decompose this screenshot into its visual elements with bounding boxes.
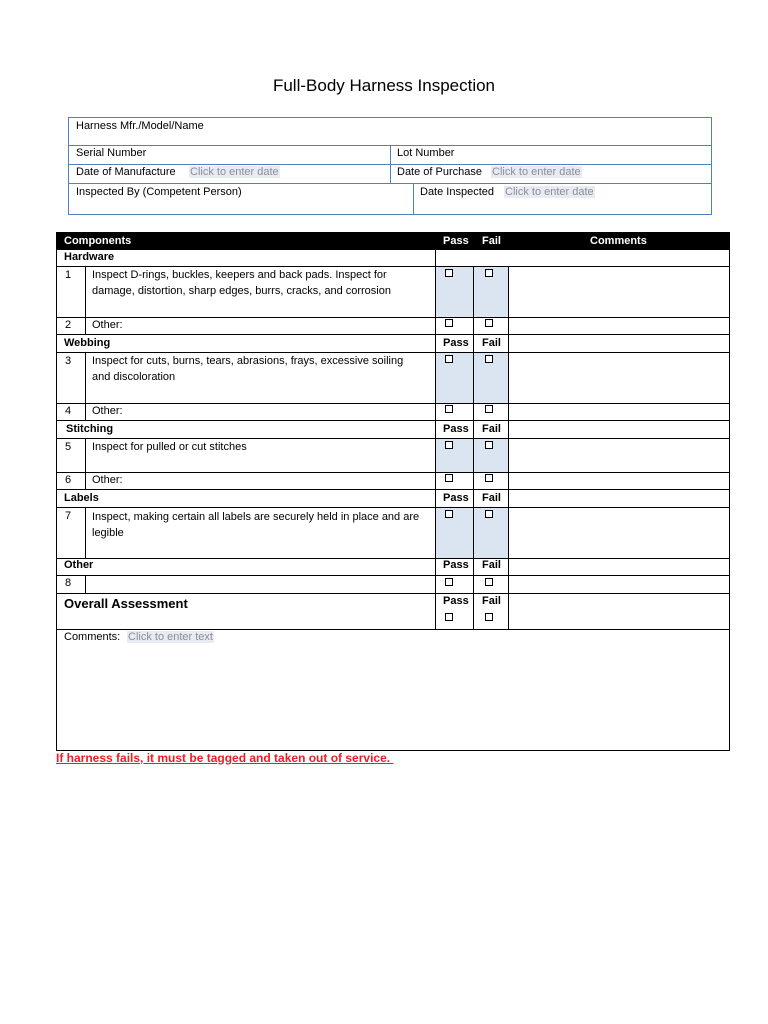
comments-header: Comments: [590, 235, 647, 247]
pass-checkbox[interactable]: [445, 405, 453, 413]
row-divider: [57, 489, 729, 490]
item-description: Other:: [92, 474, 123, 486]
page-title: Full-Body Harness Inspection: [272, 76, 496, 95]
item-description: Other:: [92, 405, 123, 417]
fail-checkbox[interactable]: [485, 405, 493, 413]
col-divider: [85, 438, 86, 472]
pass-checkbox[interactable]: [445, 269, 453, 277]
inspection-table: [56, 232, 730, 751]
info-divider: [413, 183, 414, 215]
row-divider: [57, 593, 729, 594]
harness-info-box: [68, 117, 712, 215]
table-header: [57, 233, 729, 250]
item-description: Inspect D-rings, buckles, keepers and back pads. Inspect for damage, distortion, sharp edges, burrs, cracks, and corrosion: [92, 269, 391, 297]
mfr-model-label: Harness Mfr./Model/Name: [76, 120, 204, 132]
section-webbing: Webbing: [64, 337, 111, 349]
fail-checkbox[interactable]: [485, 613, 493, 621]
pass-checkbox[interactable]: [445, 441, 453, 449]
purchase-date-label: Date of Purchase: [397, 166, 482, 178]
fail-checkbox[interactable]: [485, 269, 493, 277]
item-number: 1: [65, 269, 72, 281]
manufacture-date-field[interactable]: Click to enter date: [190, 166, 279, 178]
item-description: Other:: [92, 319, 123, 331]
item-number: 5: [65, 441, 72, 453]
item-number: 4: [65, 405, 72, 417]
pass-label: Pass: [443, 423, 469, 435]
fail-header: Fail: [482, 235, 501, 247]
pass-checkbox[interactable]: [445, 319, 453, 327]
fail-checkbox[interactable]: [485, 578, 493, 586]
row-divider: [57, 629, 729, 630]
item-description: Inspect for pulled or cut stitches: [92, 441, 247, 453]
components-header: Components: [64, 235, 132, 247]
row-divider: [57, 317, 729, 318]
fail-label: Fail: [482, 492, 501, 504]
col-divider: [85, 266, 86, 317]
pass-label: Pass: [443, 337, 469, 349]
col-divider: [85, 403, 86, 420]
pass-checkbox[interactable]: [445, 355, 453, 363]
info-divider: [390, 145, 391, 183]
col-divider: [85, 472, 86, 489]
item-number: 7: [65, 510, 72, 522]
pass-label: Pass: [443, 492, 469, 504]
fail-checkbox[interactable]: [485, 355, 493, 363]
pass-header: Pass: [443, 235, 469, 247]
row-divider: [57, 420, 729, 421]
fail-warning: If harness fails, it must be tagged and taken out of service.: [56, 751, 394, 765]
date-inspected-field[interactable]: Click to enter date: [505, 186, 594, 198]
row-divider: [57, 334, 729, 335]
row-divider: [57, 438, 729, 439]
section-stitching: Stitching: [66, 423, 114, 435]
pass-checkbox[interactable]: [445, 510, 453, 518]
pass-label: Pass: [443, 595, 469, 607]
fail-checkbox[interactable]: [485, 441, 493, 449]
col-divider: [85, 575, 86, 593]
pass-checkbox[interactable]: [445, 613, 453, 621]
item-description: Inspect for cuts, burns, tears, abrasions, frays, excessive soiling and discoloration: [92, 355, 404, 383]
lot-number-label: Lot Number: [397, 147, 455, 159]
comments-field[interactable]: Click to enter text: [128, 631, 213, 643]
row-divider: [57, 575, 729, 576]
row-divider: [57, 558, 729, 559]
pass-checkbox[interactable]: [445, 578, 453, 586]
col-divider: [435, 250, 436, 629]
row-divider: [57, 507, 729, 508]
section-hardware: Hardware: [64, 251, 115, 263]
inspected-by-label: Inspected By (Competent Person): [76, 186, 242, 198]
overall-assessment-label: Overall Assessment: [64, 596, 188, 611]
fail-label: Fail: [482, 423, 501, 435]
section-other: Other: [64, 559, 94, 571]
purchase-date-field[interactable]: Click to enter date: [492, 166, 581, 178]
pass-label: Pass: [443, 559, 469, 571]
fail-checkbox[interactable]: [485, 510, 493, 518]
date-inspected-label: Date Inspected: [420, 186, 494, 198]
fail-checkbox[interactable]: [485, 319, 493, 327]
item-number: 8: [65, 577, 72, 589]
col-divider: [85, 317, 86, 334]
col-divider: [508, 266, 509, 629]
item-number: 2: [65, 319, 72, 331]
info-divider: [69, 183, 711, 184]
fail-label: Fail: [482, 337, 501, 349]
serial-number-label: Serial Number: [76, 147, 147, 159]
col-divider: [473, 266, 474, 629]
comments-label: Comments:: [64, 631, 121, 643]
fail-label: Fail: [482, 559, 501, 571]
manufacture-date-label: Date of Manufacture: [76, 166, 176, 178]
fail-label: Fail: [482, 595, 501, 607]
item-description: Inspect, making certain all labels are securely held in place and are legible: [92, 511, 420, 539]
fail-checkbox[interactable]: [485, 474, 493, 482]
item-number: 6: [65, 474, 72, 486]
row-divider: [57, 403, 729, 404]
col-divider: [85, 507, 86, 558]
pass-checkbox[interactable]: [445, 474, 453, 482]
row-divider: [57, 472, 729, 473]
section-labels: Labels: [64, 492, 99, 504]
col-divider: [85, 352, 86, 403]
item-number: 3: [65, 355, 72, 367]
